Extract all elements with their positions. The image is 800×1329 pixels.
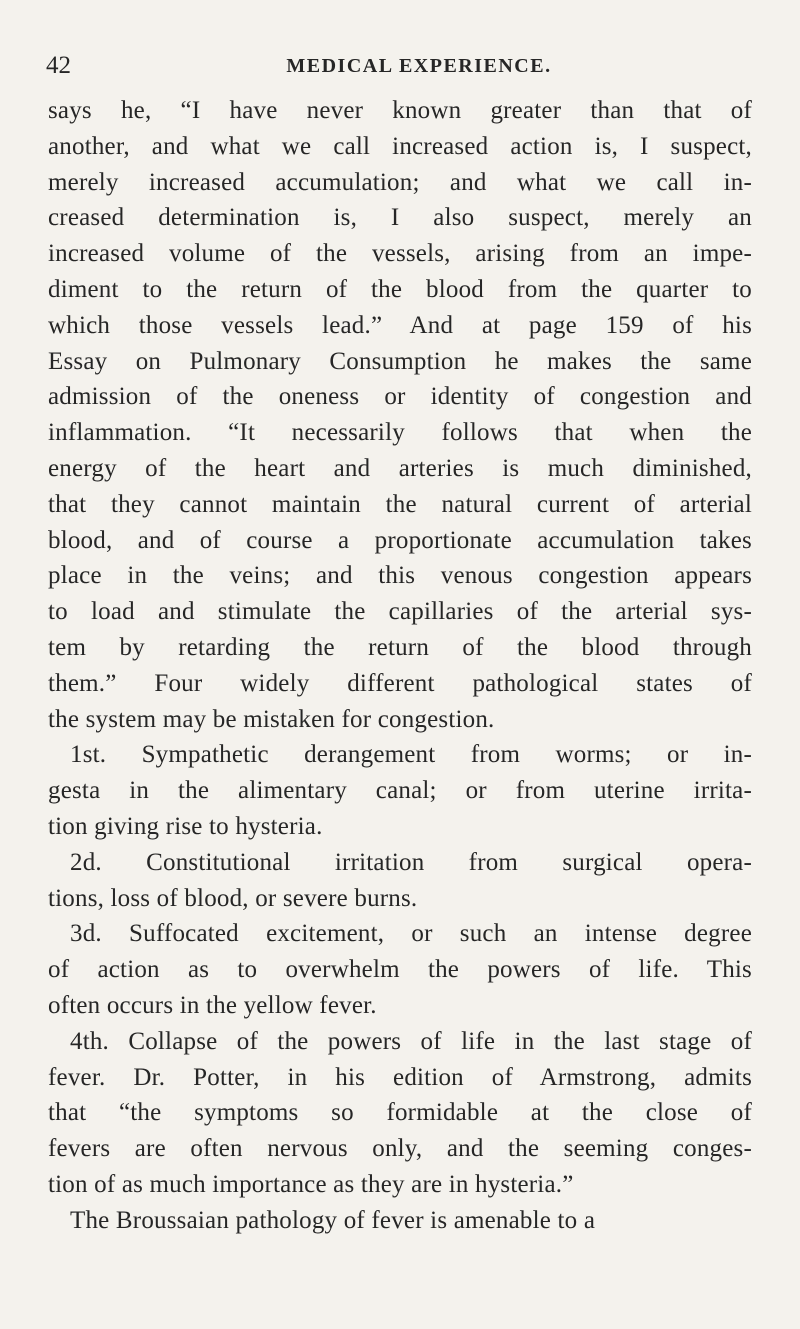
- text-line: The Broussaian pathology of fever is amenable to a: [70, 1206, 596, 1234]
- text-line: of action as to overwhelm the powers of life. This: [48, 956, 752, 984]
- page-number: 42: [46, 52, 71, 79]
- text-line: blood, and of course a proportionate accumulation takes: [48, 526, 752, 554]
- text-line: that they cannot maintain the natural current of arterial: [48, 490, 752, 518]
- text-line: tion of as much importance as they are in hysteria.”: [48, 1170, 574, 1198]
- text-line: increased volume of the vessels, arising from an impe-: [48, 240, 752, 268]
- text-line: the system may be mistaken for congestion.: [48, 705, 495, 733]
- text-line: place in the veins; and this venous congestion appears: [48, 562, 752, 590]
- text-line: merely increased accumulation; and what we call in-: [48, 168, 752, 196]
- page-header: [46, 52, 752, 84]
- text-line: tion giving rise to hysteria.: [48, 812, 323, 840]
- body-text: [48, 93, 752, 1239]
- text-line: gesta in the alimentary canal; or from uterine irrita-: [48, 777, 752, 805]
- text-line: says he, “I have never known greater than that of: [48, 97, 752, 124]
- text-line: tem by retarding the return of the blood through: [48, 633, 752, 661]
- text-line: admission of the oneness or identity of congestion and: [48, 383, 752, 411]
- text-line: fever. Dr. Potter, in his edition of Armstrong, admits: [48, 1063, 752, 1091]
- text-line: energy of the heart and arteries is much diminished,: [48, 454, 752, 482]
- text-line: often occurs in the yellow fever.: [48, 991, 377, 1019]
- text-line: which those vessels lead.” And at page 159 of his: [48, 311, 752, 339]
- text-line: them.” Four widely different pathological states of: [48, 669, 752, 697]
- text-line: fevers are often nervous only, and the seeming conges-: [48, 1135, 752, 1163]
- text-line: 4th. Collapse of the powers of life in the last stage of: [70, 1027, 752, 1055]
- text-line: tions, loss of blood, or severe burns.: [48, 884, 418, 912]
- text-line: that “the symptoms so formidable at the close of: [48, 1099, 752, 1127]
- text-line: 2d. Constitutional irritation from surgical opera-: [70, 848, 752, 876]
- text-line: diment to the return of the blood from the quarter to: [48, 275, 752, 303]
- text-line: 1st. Sympathetic derangement from worms; or in-: [70, 741, 752, 769]
- text-line: another, and what we call increased action is, I suspect,: [48, 132, 752, 160]
- text-line: creased determination is, I also suspect, merely an: [48, 204, 752, 232]
- running-title: MEDICAL EXPERIENCE.: [286, 55, 552, 77]
- text-line: Essay on Pulmonary Consumption he makes the same: [48, 347, 752, 375]
- text-line: to load and stimulate the capillaries of the arterial sys-: [48, 598, 752, 626]
- text-line: inflammation. “It necessarily follows that when the: [48, 419, 752, 447]
- text-line: 3d. Suffocated excitement, or such an intense degree: [70, 920, 752, 948]
